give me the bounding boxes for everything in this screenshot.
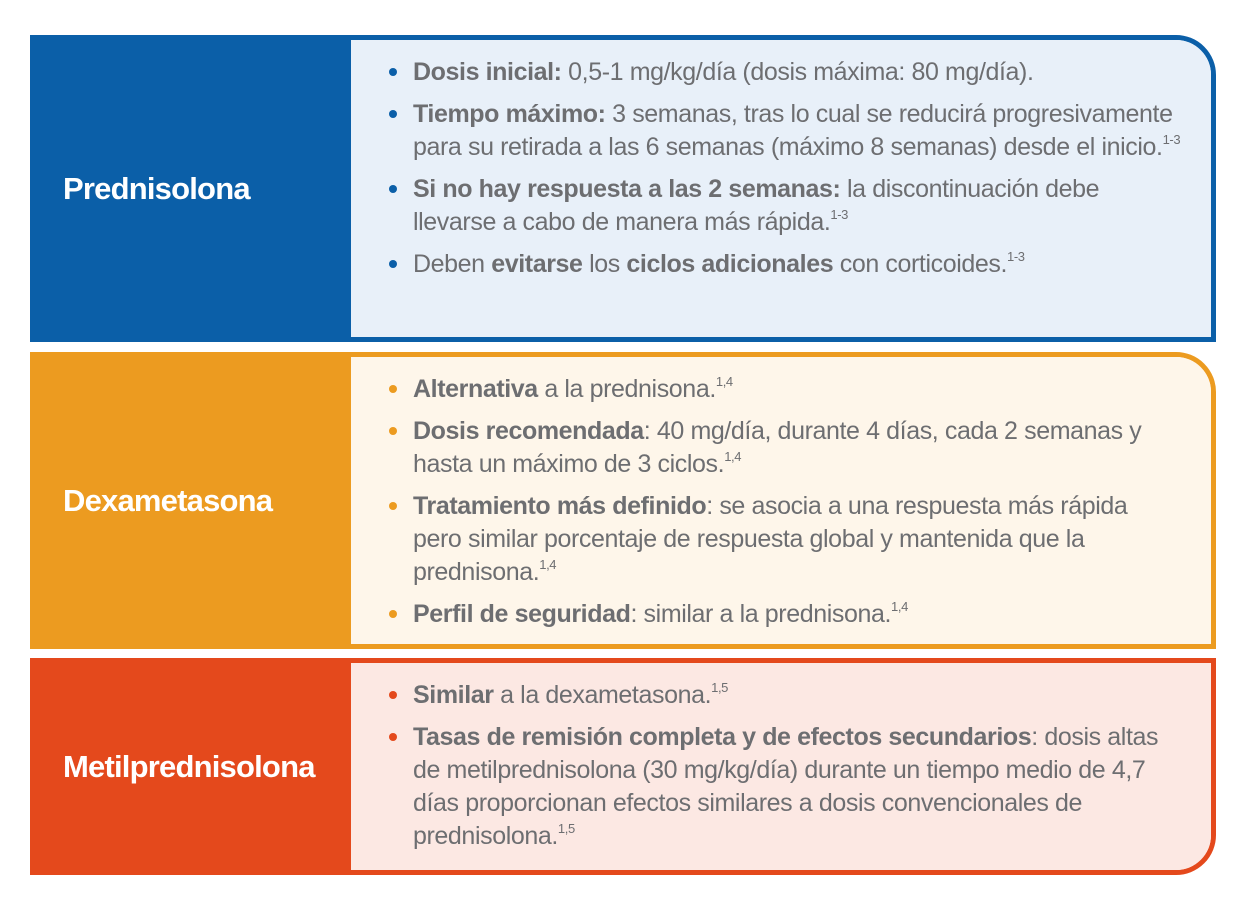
bullet-bold-text: Tiempo máximo: [413, 100, 606, 128]
row-prednisolona [30, 35, 1216, 342]
bullet-dot-icon [389, 502, 397, 510]
row-metilprednisolona [30, 658, 1216, 875]
bullet-item [413, 248, 1181, 281]
reference-superscript: 1,4 [715, 373, 733, 389]
bullet-item [413, 679, 1181, 712]
bullet-item [413, 98, 1181, 164]
reference-superscript: 1-3 [1162, 131, 1181, 147]
drug-label-metilprednisolona: Metilprednisolona [35, 663, 351, 870]
bullet-bold-text: Tratamiento más definido [413, 492, 707, 520]
bullet-text: : se asocia a una respuesta más rápida pero similar porcentaje de respuesta global y mantenida que la prednisona. [413, 492, 1128, 586]
bullet-text: : dosis altas de metilprednisolona (30 mg/kg/día) durante un tiempo medio de 4,7 días proporcionan efectos similares a dosis convencionales de prednisolona. [413, 723, 1159, 850]
bullet-dot-icon [389, 260, 397, 268]
bullet-bold-text: Perfil de seguridad [413, 600, 631, 628]
bullet-dot-icon [389, 185, 397, 193]
bullet-bold-text: Alternativa [413, 375, 538, 403]
reference-superscript: 1,4 [891, 598, 908, 614]
reference-superscript: 1,4 [724, 448, 742, 464]
reference-superscript: 1,5 [557, 820, 575, 836]
bullet-list [413, 373, 1181, 631]
bullet-bold-text: Dosis recomendada [413, 417, 644, 445]
bullet-text: a la dexametasona. [493, 681, 712, 709]
reference-superscript: 1,4 [539, 556, 557, 572]
bullet-item [413, 173, 1181, 239]
bullet-dot-icon [389, 691, 397, 699]
bullet-dot-icon [389, 110, 397, 118]
bullet-item [413, 721, 1181, 853]
bullet-dot-icon [389, 385, 397, 393]
bullet-dot-icon [389, 68, 397, 76]
bullet-item [413, 373, 1181, 406]
drug-label-dexametasona: Dexametasona [35, 357, 351, 644]
bullet-text: : 40 mg/día, durante 4 días, cada 2 semanas y hasta un máximo de 3 ciclos. [413, 417, 1142, 478]
bullet-text: la discontinuación debe llevarse a cabo de manera más rápida. [413, 175, 1100, 236]
bullet-bold-text: Tasas de remisión completa y de efectos secundarios [413, 723, 1032, 751]
bullet-bold-text: Si no hay respuesta a las 2 semanas: [413, 175, 841, 203]
row-body-metilprednisolona [351, 663, 1211, 870]
reference-superscript: 1-3 [830, 206, 848, 222]
bullet-dot-icon [389, 733, 397, 741]
reference-superscript: 1-3 [1007, 248, 1025, 264]
row-dexametasona [30, 352, 1216, 649]
bullet-text: : similar a la prednisona. [630, 600, 892, 628]
row-body-dexametasona [351, 357, 1211, 644]
bullet-text: a la prednisona. [537, 375, 716, 403]
row-body-prednisolona [351, 40, 1211, 337]
bullet-text: 0,5-1 mg/kg/día (dosis máxima: 80 mg/día). [561, 58, 1034, 86]
bullet-bold-text: Dosis inicial: [413, 58, 562, 86]
bullet-bold-text: Similar [413, 681, 494, 709]
bullet-text: con corticoides. [833, 250, 1008, 278]
bullet-list [413, 679, 1181, 853]
bullet-item [413, 490, 1181, 589]
bullet-text: Deben [413, 250, 492, 278]
bullet-dot-icon [389, 610, 397, 618]
bullet-list [413, 56, 1181, 281]
bullet-text: los [582, 250, 627, 278]
reference-superscript: 1,5 [711, 679, 728, 695]
bullet-item [413, 56, 1181, 89]
bullet-item [413, 415, 1181, 481]
bullet-dot-icon [389, 427, 397, 435]
bullet-bold-text: ciclos adicionales [626, 250, 834, 278]
drug-label-prednisolona: Prednisolona [35, 40, 351, 337]
bullet-text: 3 semanas, tras lo cual se reducirá progresivamente para su retirada a las 6 semanas (máximo 8 semanas) desde el inicio. [413, 100, 1173, 161]
bullet-item [413, 598, 1181, 631]
bullet-bold-text: evitarse [491, 250, 583, 278]
